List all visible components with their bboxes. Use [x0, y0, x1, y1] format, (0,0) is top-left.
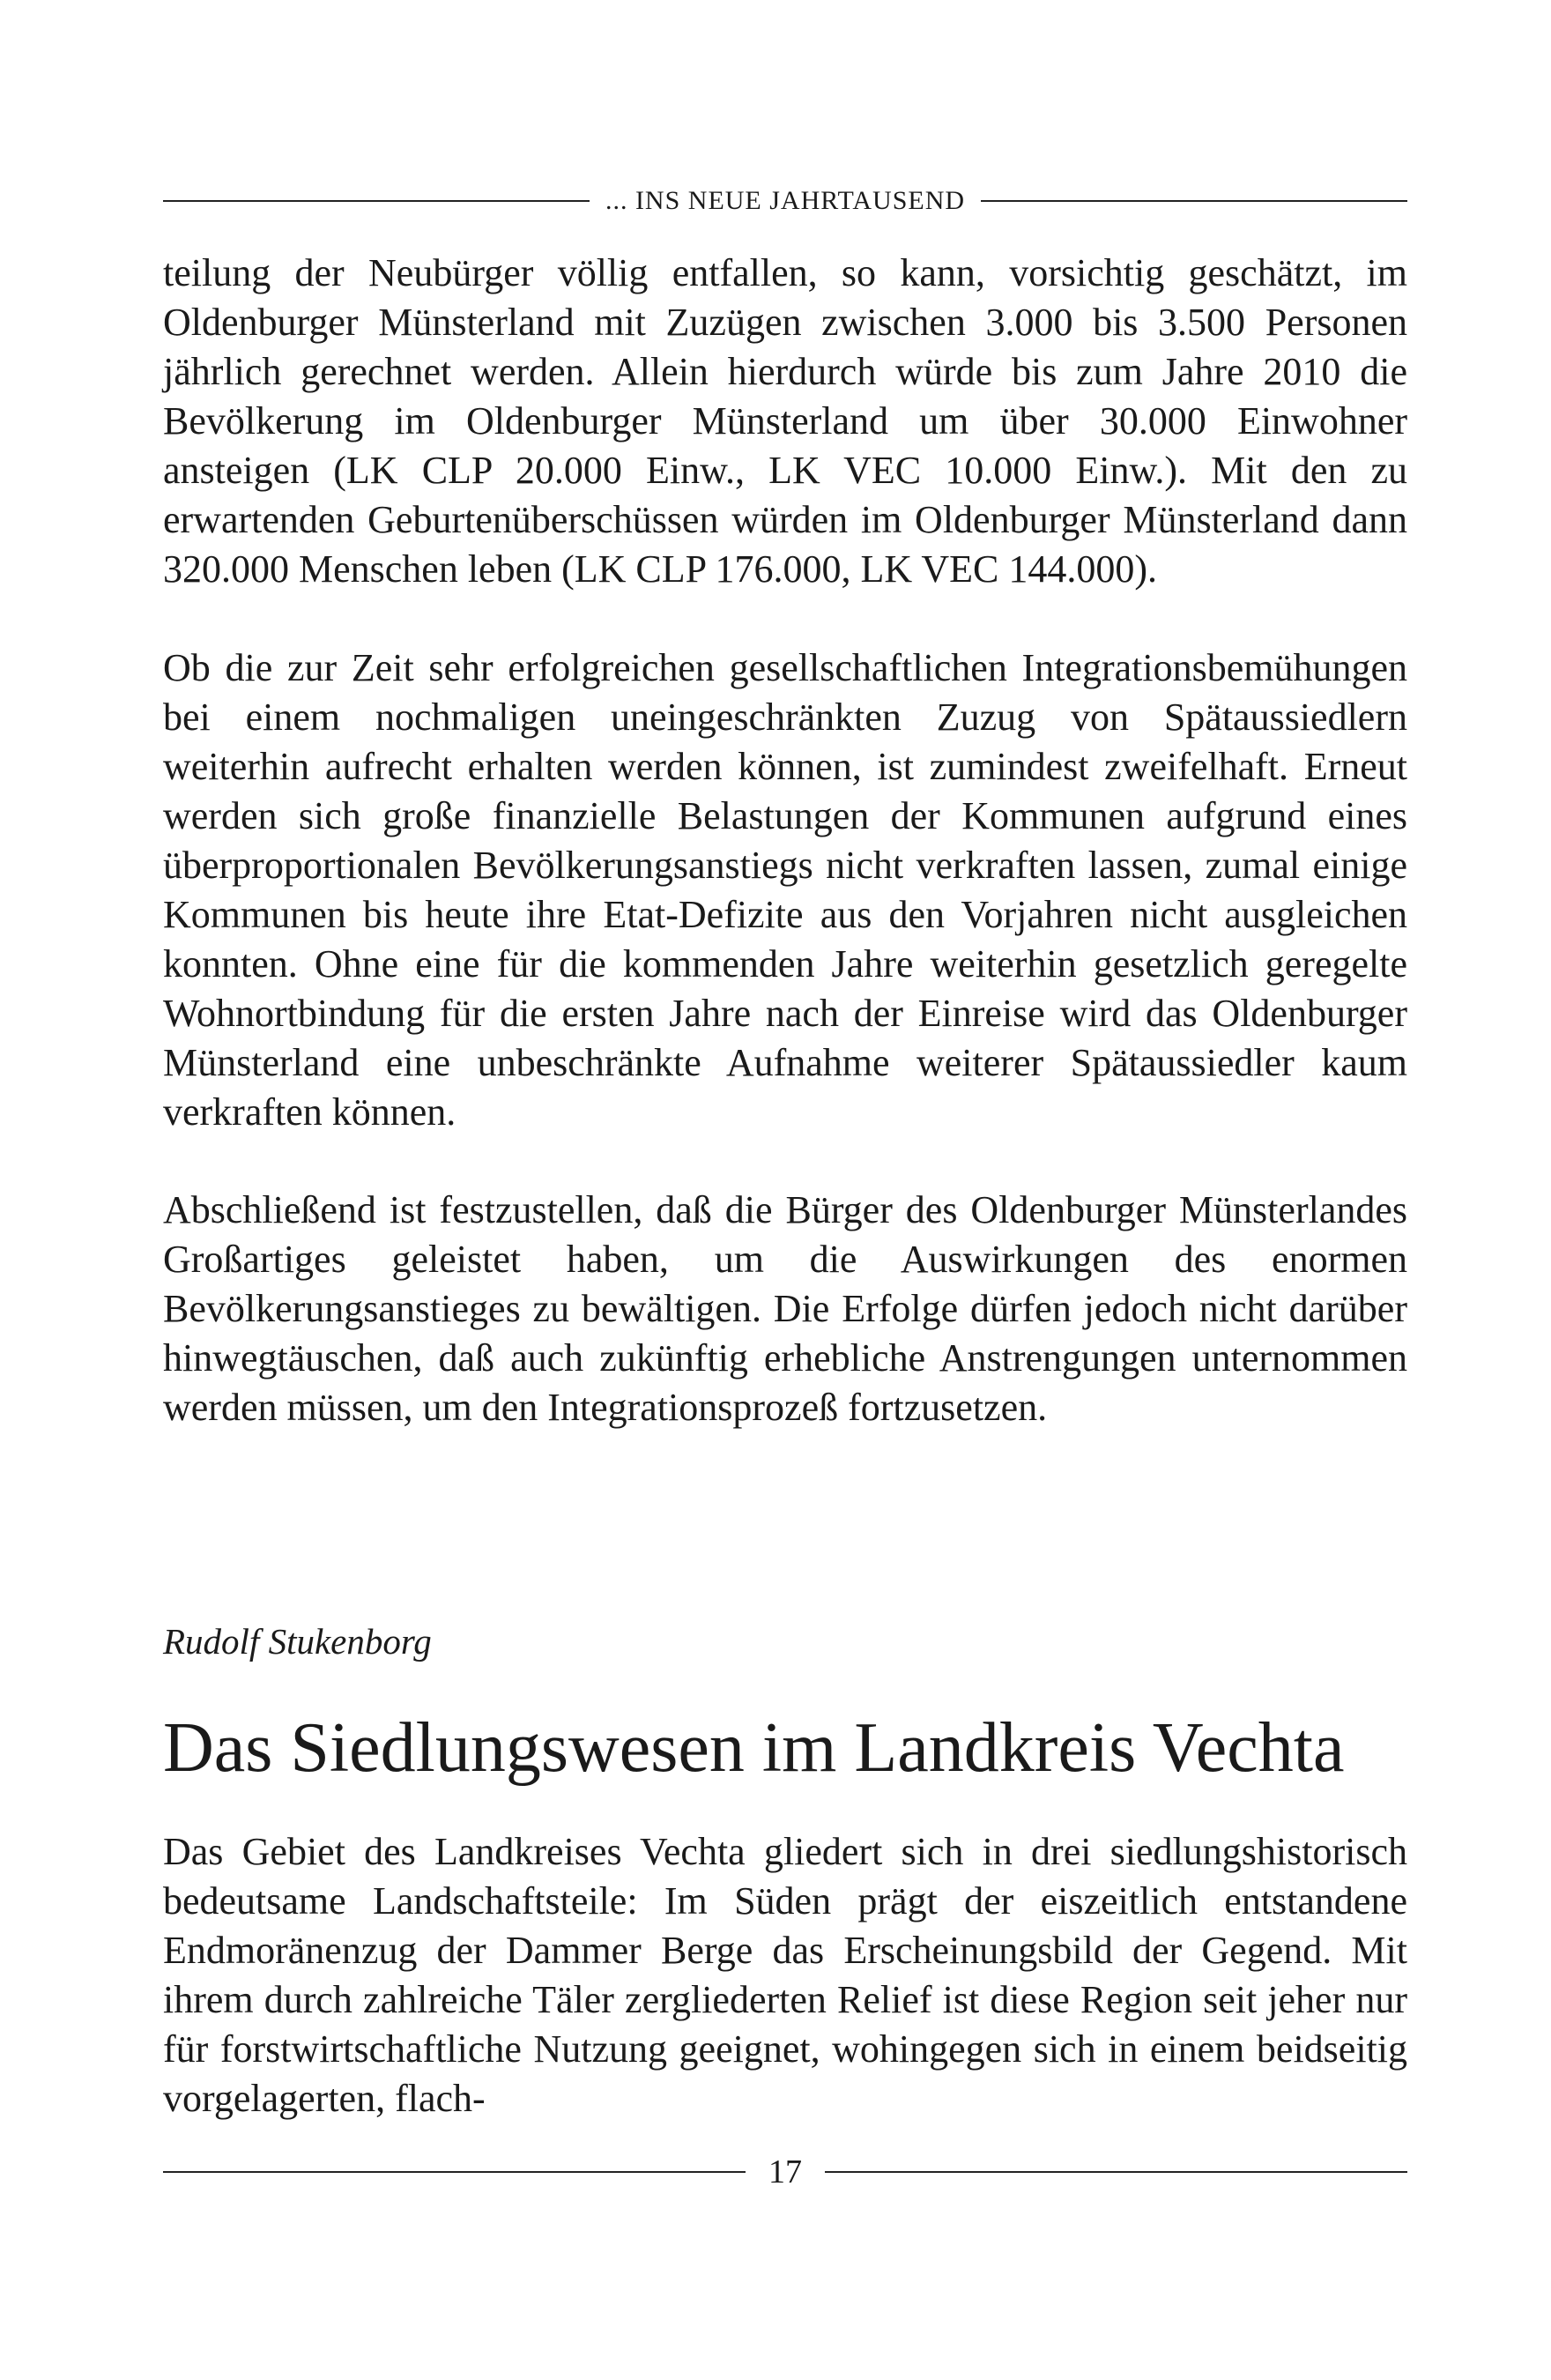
article-author: Rudolf Stukenborg [163, 1621, 432, 1662]
running-title: ... INS NEUE JAHRTAUSEND [605, 186, 966, 215]
running-header [163, 183, 1407, 219]
header-rule-right [981, 200, 1407, 202]
paragraph-2: Ob die zur Zeit sehr erfolgreichen gesellschaftlichen Integrationsbemühungen bei einem nochmaligen uneingeschränkten Zuzug von Spätaussiedlern weiterhin aufrecht erhalten werden können, ist zumindest zweifelhaft. Erneut werden sich große finanzielle Belastungen der Kommunen aufgrund eines überproportionalen Bevölkerungsanstiegs nicht verkraften lassen, zumal einige Kommunen bis heute ihre Etat-Defizite aus den Vorjahren nicht ausgleichen konnten. Ohne eine für die kommenden Jahre weiterhin gesetzlich geregelte Wohnortbindung für die ersten Jahre nach der Einreise wird das Oldenburger Münsterland eine unbeschränkte Aufnahme weiterer Spätaussiedler kaum verkraften können. [163, 646, 1407, 1134]
article-title: Das Siedlungswesen im Landkreis Vechta [163, 1709, 1345, 1787]
paragraph-1: teilung der Neubürger völlig entfallen, so kann, vorsichtig geschätzt, im Oldenburger Münsterland mit Zuzügen zwischen 3.000 bis 3.500 Personen jährlich gerechnet werden. Allein hierdurch würde bis zum Jahre 2010 die Bevölkerung im Oldenburger Münsterland um über 30.000 Einwohner ansteigen (LK CLP 20.000 Einw., LK VEC 10.000 Einw.). Mit den zu erwartenden Geburtenüberschüssen würden im Oldenburger Münsterland dann 320.000 Menschen leben (LK CLP 176.000, LK VEC 144.000). [163, 251, 1407, 591]
page-number: 17 [768, 2153, 802, 2190]
paragraph-3: Abschließend ist festzustellen, daß die Bürger des Oldenburger Münsterlandes Großartiges geleistet haben, um die Auswirkungen des enormen Bevölkerungsanstieges zu bewältigen. Die Erfolge dürfen jedoch nicht darüber hinwegtäuschen, daß auch zukünftig erhebliche Anstrengungen unternommen werden müssen, um den Integrationsprozeß fortzusetzen. [163, 1188, 1407, 1429]
article-intro-paragraph: Das Gebiet des Landkreises Vechta gliedert sich in drei siedlungshistorisch bedeutsame Landschaftsteile: Im Süden prägt der eiszeitlich entstandene Endmoränenzug der Dammer Berge das Erscheinungsbild der Gegend. Mit ihrem durch zahlreiche Täler zergliederten Relief ist diese Region seit jeher nur für forstwirtschaftliche Nutzung geeignet, wohingegen sich in einem beidseitig vorgelagerten, flach- [163, 1830, 1407, 2120]
page-footer [163, 2153, 1407, 2191]
header-rule-left [163, 200, 590, 202]
footer-rule-right [825, 2171, 1407, 2173]
footer-rule-left [163, 2171, 746, 2173]
